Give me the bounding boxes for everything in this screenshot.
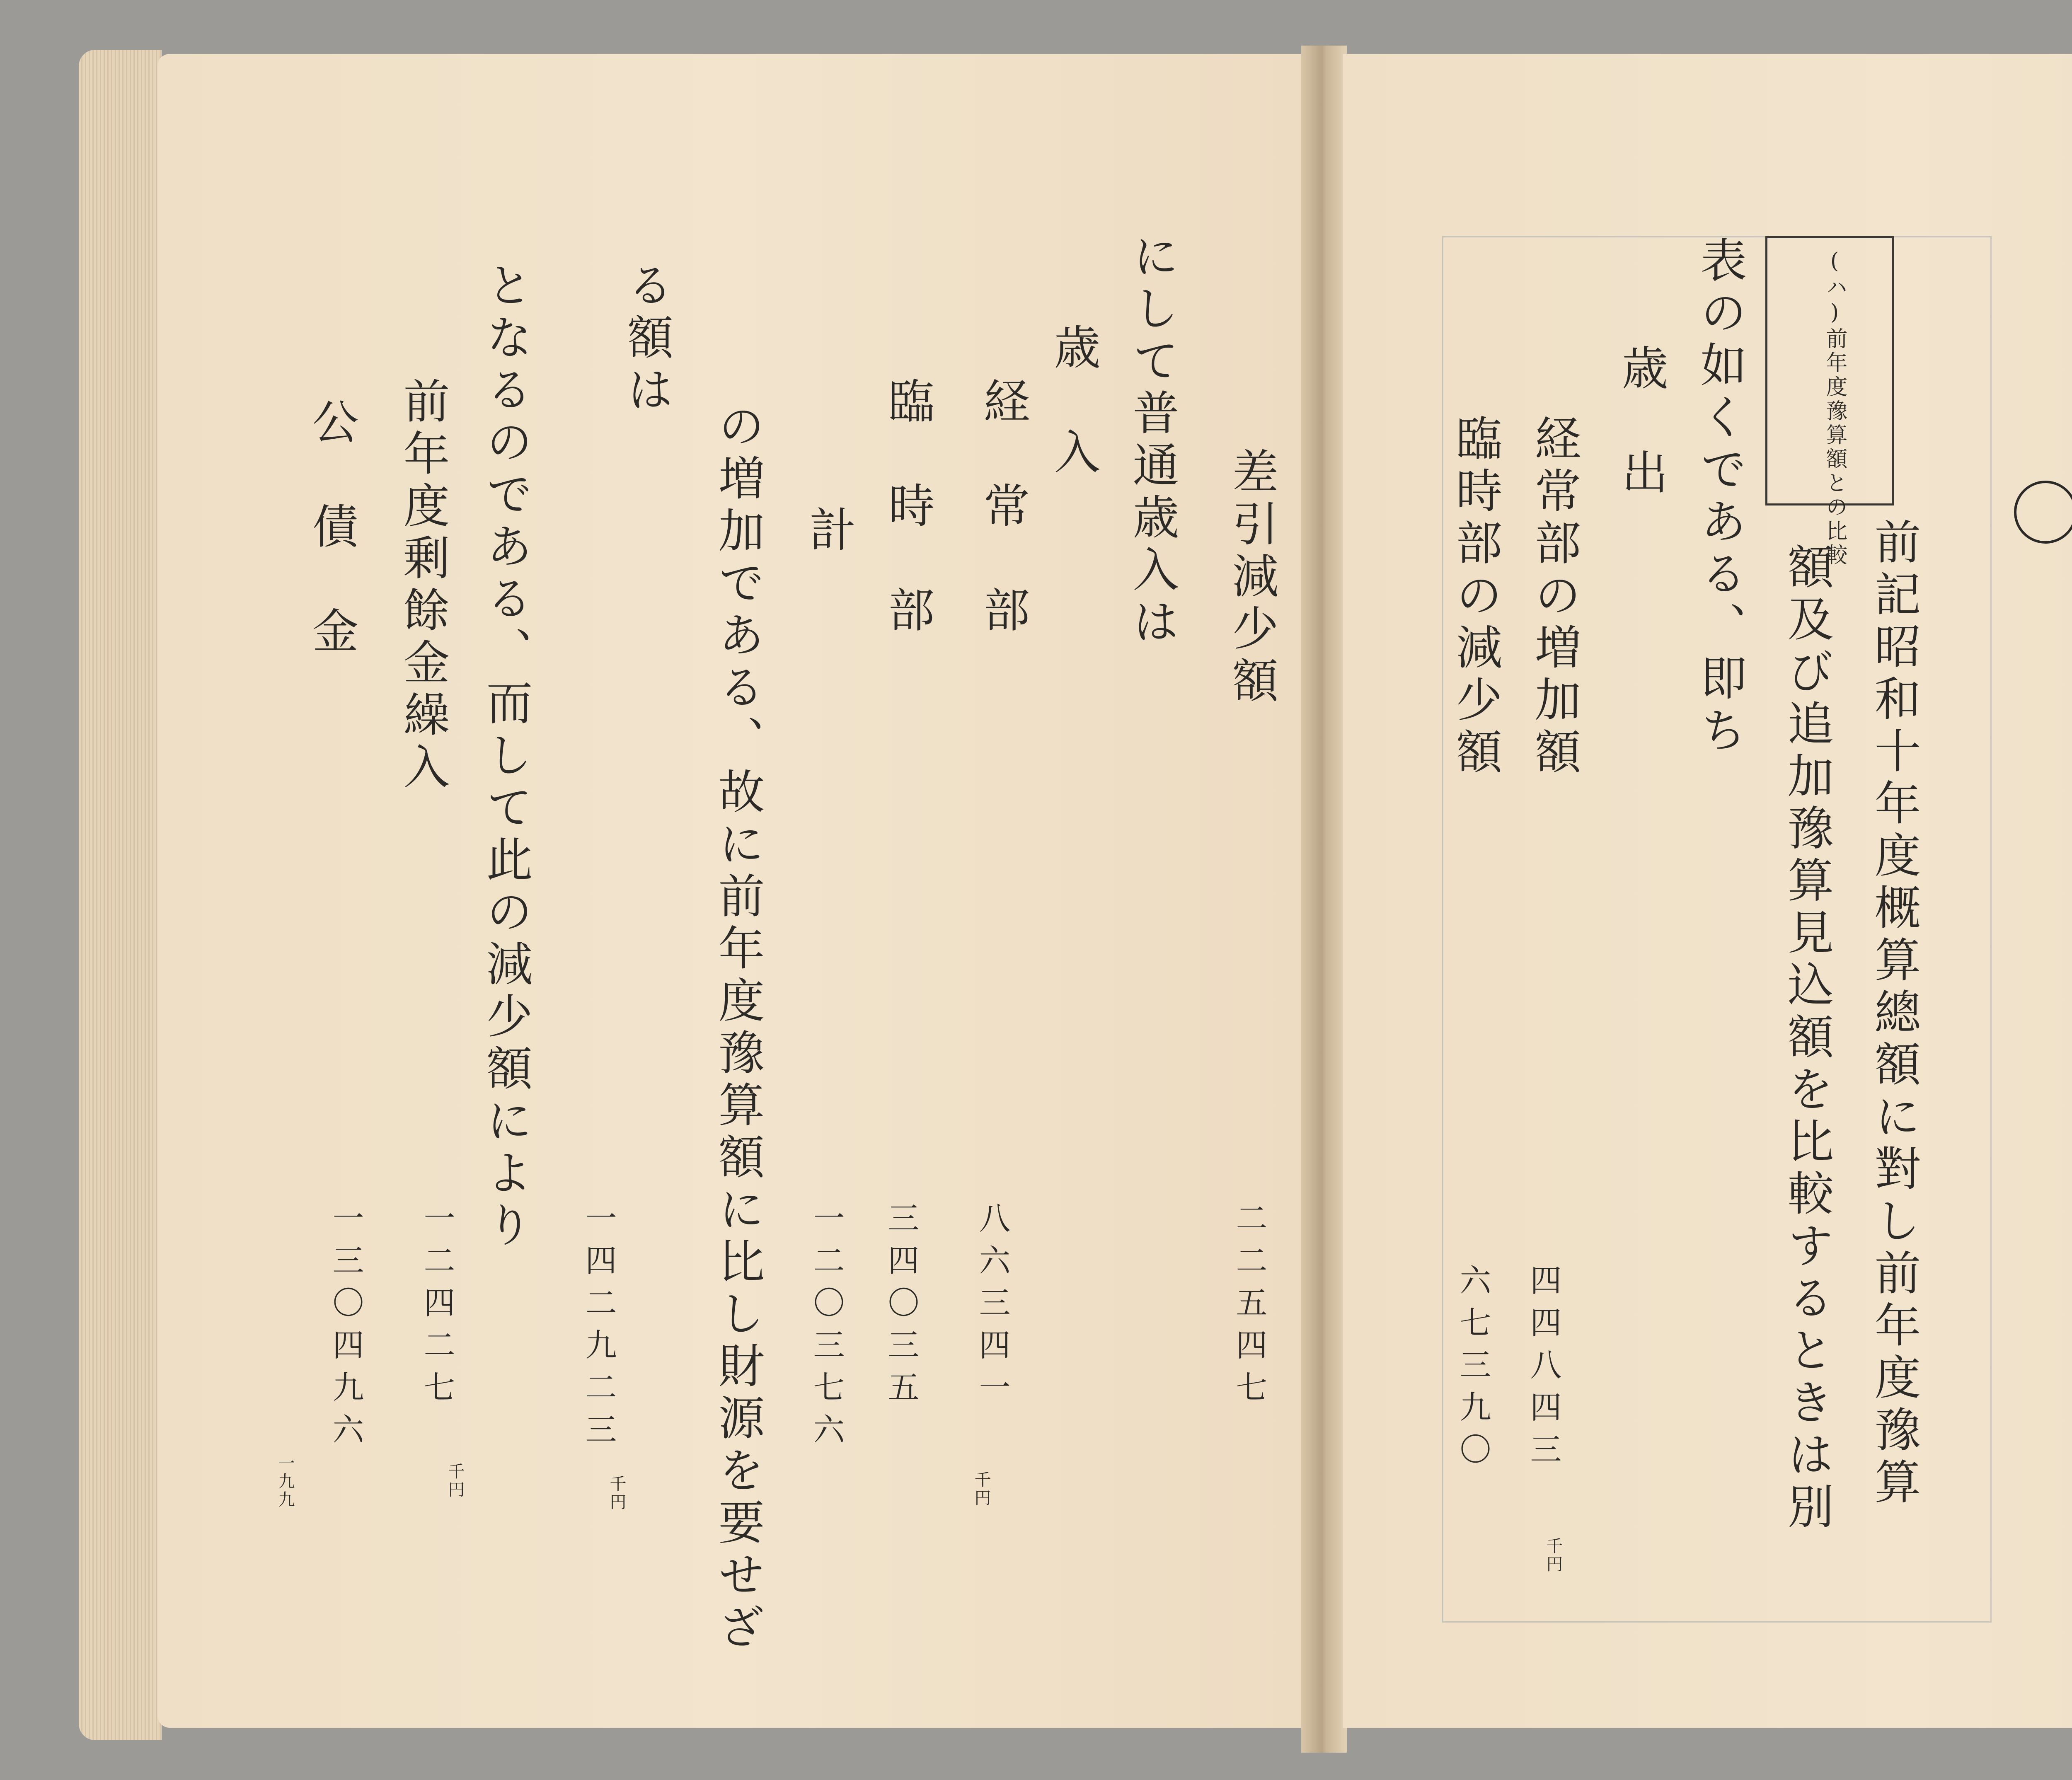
book-gutter [1301,46,1347,1753]
text-column: にして普通歳入は [1125,232,1179,650]
unit-label: 千円 [445,1463,465,1499]
text-column: 表の如くである、即ち [1693,236,1747,758]
amount: 一三〇四九六 [327,1202,364,1455]
text-column: 計 [802,505,856,558]
text-column: る額は [620,261,673,418]
circle-mark [2014,481,2072,544]
text-column: 差引減少額 [1225,447,1278,709]
amount: 一四二九二三 [580,1202,617,1455]
amount: 六七三九〇 [1455,1264,1491,1475]
unit-label: 千円 [972,1471,991,1507]
text-column: 臨時部の減少額 [1448,414,1502,780]
text-column: 額及び追加豫算見込額を比較するときは別 [1780,543,1834,1535]
text-column: 前記昭和十年度概算總額に對し前年度豫算 [1867,518,1921,1510]
amount: 二二五四七 [1231,1202,1268,1413]
unit-label: 千円 [607,1475,626,1512]
text-column: 経常部の増加額 [1527,414,1581,780]
section-label: (ハ)前年度豫算額との比較 [1822,249,1847,568]
text-column: 前年度剰餘金繰入 [396,377,450,795]
text-column: の増加である、故に前年度豫算額に比し財源を要せざ [711,402,765,1655]
amount: 三四〇三五 [883,1202,920,1413]
amount: 一二四二七 [419,1202,455,1413]
text-column: となるのである、而して此の減少額により [479,261,533,1253]
text-column: 歳 出 [1614,344,1668,501]
left-page-edges [79,50,162,1740]
amount: 一二〇三七六 [808,1202,845,1455]
left-page [157,54,1305,1728]
open-book [62,46,2072,1753]
unit-label: 千円 [1544,1537,1563,1574]
amount: 八六三四一 [974,1202,1011,1413]
right-page [1343,54,2072,1728]
page-number: 一九九 [276,1454,295,1509]
text-column: 経 常 部 [976,377,1030,638]
text-column: 臨 時 部 [881,377,934,638]
text-column: 公 債 金 [305,398,358,659]
amount: 四四八四三 [1525,1264,1562,1475]
text-column: 歳 入 [1046,323,1100,480]
